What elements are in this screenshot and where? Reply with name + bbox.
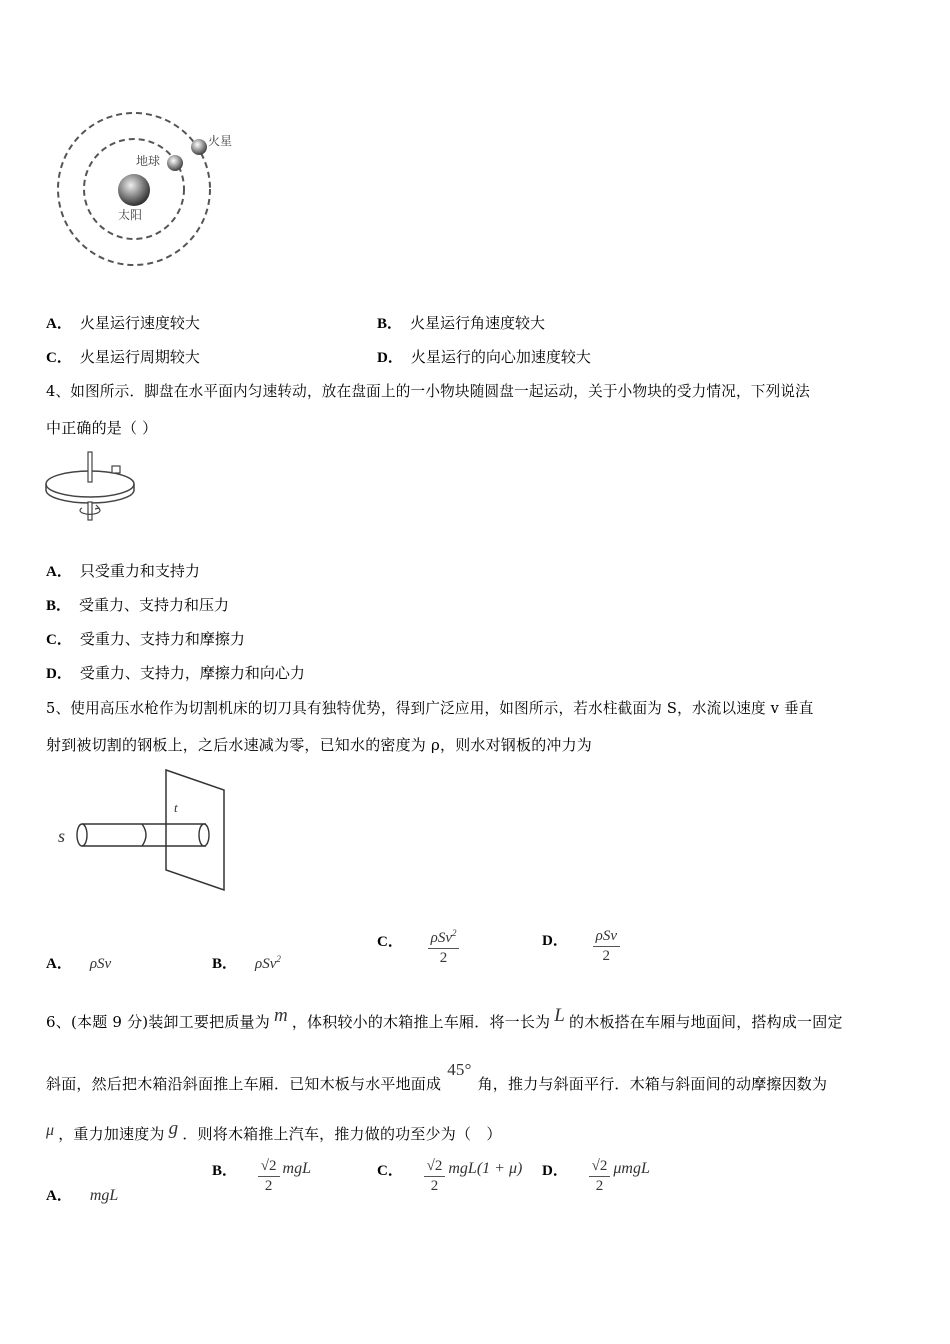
q5-option-b: B． ρSv$^2$ [212,954,281,972]
q5-stem-line2: 射到被切割的钢板上，之后水速减为零，已知水的密度为 ρ，则水对钢板的冲力为 [46,736,592,754]
q3-option-b: B． 火星运行角速度较大 [377,314,546,332]
q4-option-d: D． 受重力、支持力，摩擦力和向心力 [46,664,305,682]
small-block [112,466,120,473]
q3-option-a: A． 火星运行速度较大 [46,314,200,332]
q4-stem-line1: 4、如图所示．脚盘在水平面内匀速转动，放在盘面上的一小物块随圆盘一起运动，关于小物块的受力情况，下列说法 [46,383,810,400]
label-earth: 地球 [136,154,161,168]
sun-icon [118,174,150,206]
q3-option-c: C． 火星运行周期较大 [46,348,200,366]
q6-stem-line1: 6、(本题 9 分)装卸工要把质量为 m ，体积较小的木箱推上车厢．将一长为 L 的木板搭在车厢与地面间，搭构成一固定 [46,1005,843,1031]
q6-option-a: A． mgL [46,1187,119,1204]
q5-option-d: D． $\frac{\text{ρSv}}{2}$ [542,928,620,965]
q4-option-c: C． 受重力、支持力和摩擦力 [46,630,245,648]
label-mars: 火星 [208,134,233,148]
q4-option-a: A． 只受重力和支持力 [46,562,200,580]
turntable-figure [44,450,140,524]
q3-option-d: D． 火星运行的向心加速度较大 [377,348,591,366]
q6-stem-line2: 斜面，然后把木箱沿斜面推上车厢．已知木板与水平地面成45°角，推力与斜面平行．木箱与斜面间的动摩擦因数为 [46,1060,828,1093]
q5-stem-line1: 5、使用高压水枪作为切割机床的切刀具有独特优势，得到广泛应用，如图所示，若水柱截面为 S，水流以速度 v 垂直 [46,700,814,717]
mars-icon [191,139,207,155]
q6-option-c: C． $\frac{√2}{2}$ mgL(1 + μ) [377,1158,523,1194]
q5-option-c: C． $\frac{\rho Sv^2}{2}$ [377,928,459,967]
label-s: s [58,826,66,846]
label-sun: 太阳 [118,208,143,222]
q5-option-a: A． ρSv [46,956,112,972]
label-t: t [174,800,178,815]
water-jet-figure [54,766,234,896]
earth-icon [167,155,183,171]
q4-option-b: B． 受重力、支持力和压力 [46,596,230,614]
q4-stem-line2: 中正确的是（ ） [46,419,158,437]
q6-stem-line3: μ ，重力加速度为 g ．则将木箱推上汽车，推力做的功至少为（ ） [46,1118,502,1143]
q6-option-b: B． $\frac{√2}{2}$ mgL [212,1158,311,1194]
q6-option-d: D． $\frac{√2}{2}$ μmgL [542,1158,650,1194]
orbit-figure [50,105,250,275]
